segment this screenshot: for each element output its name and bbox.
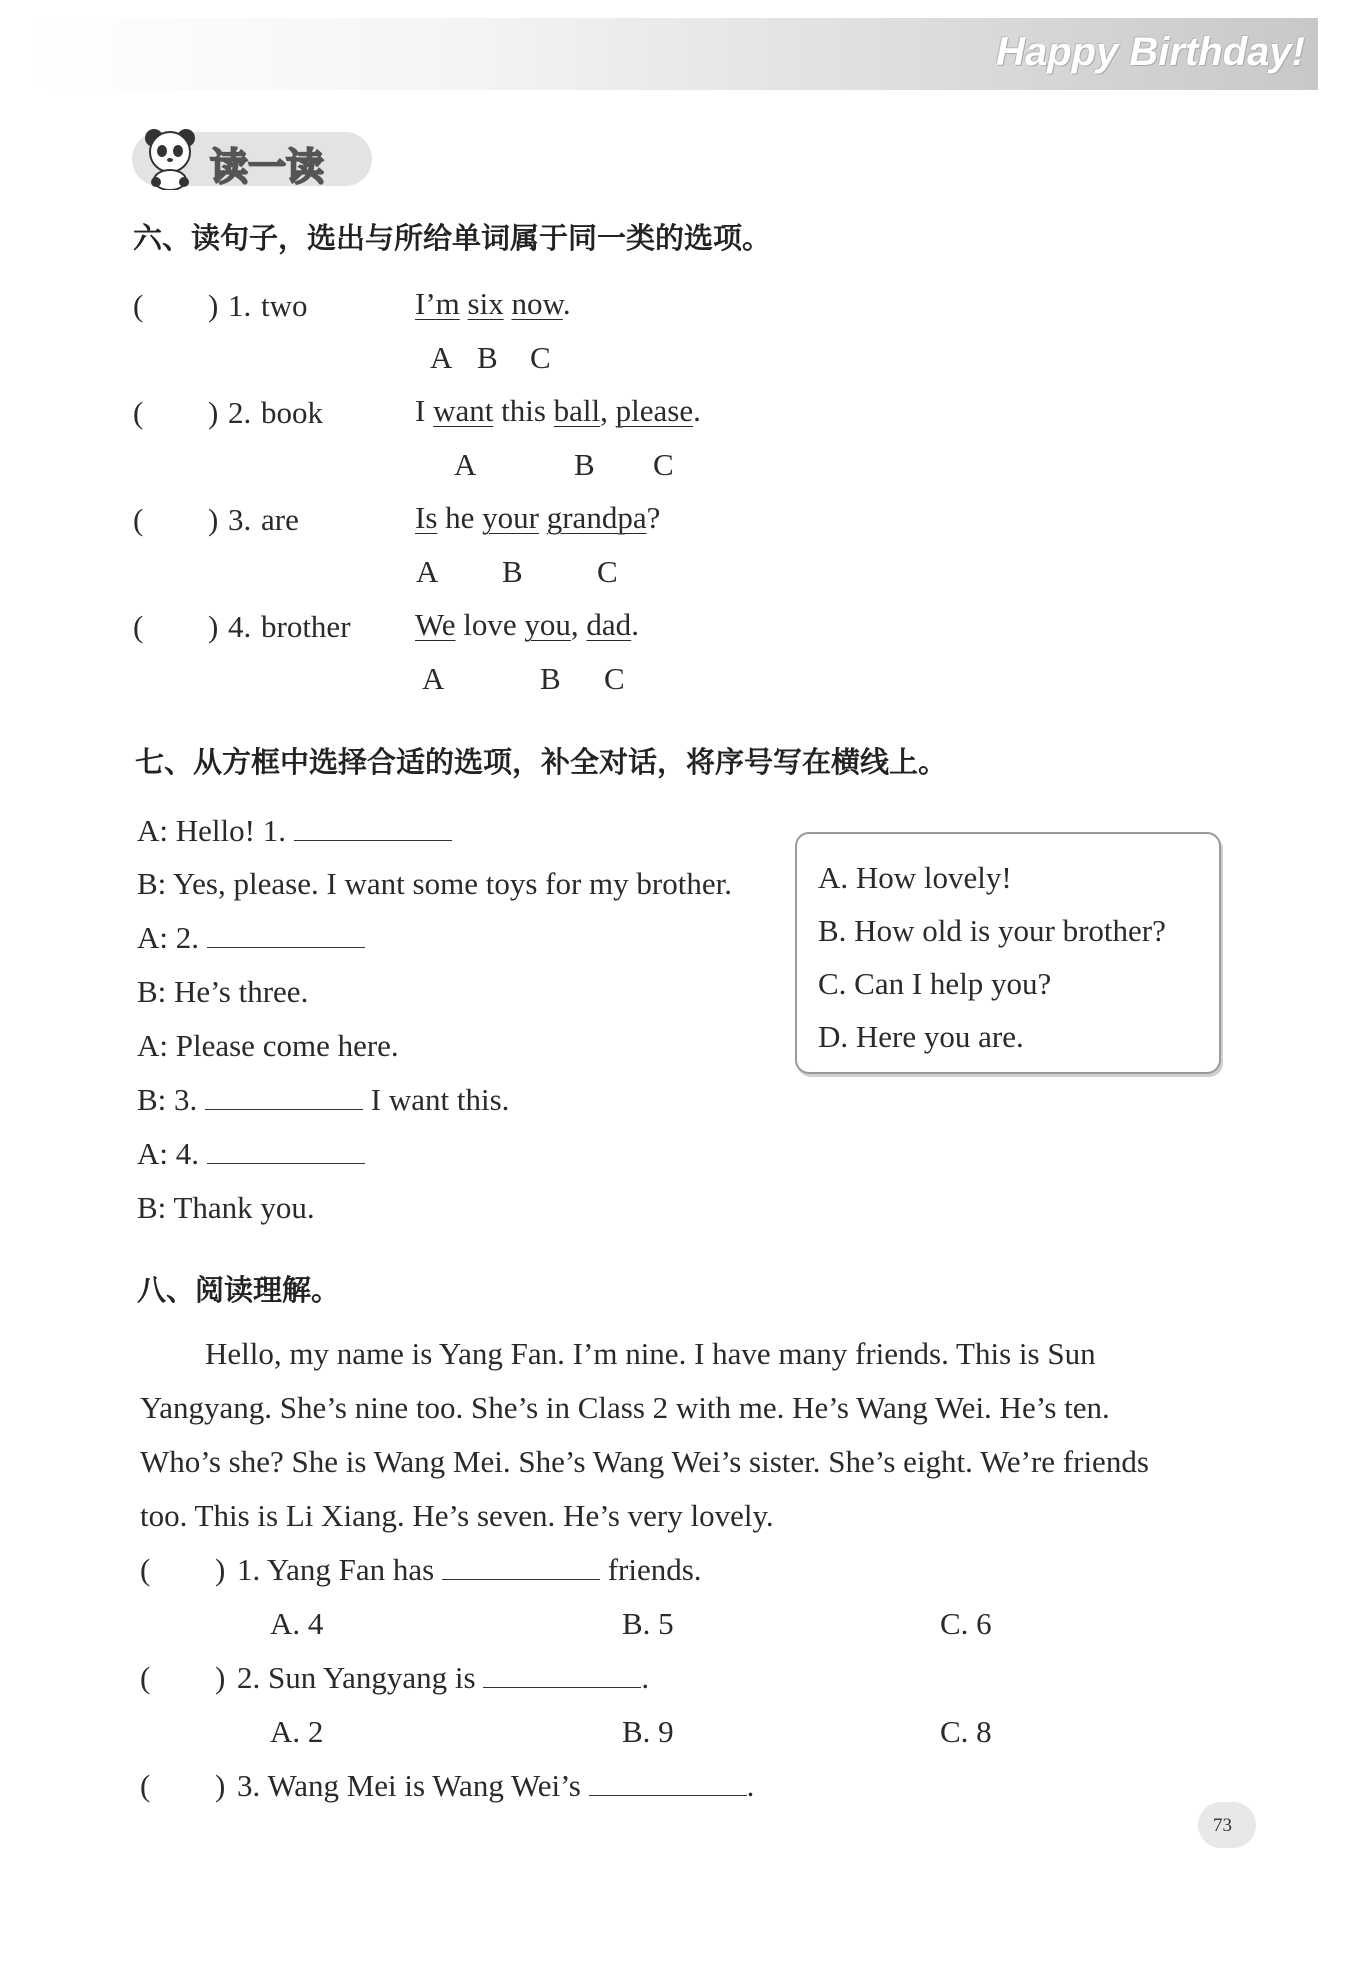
choice-label-b: B bbox=[540, 661, 561, 696]
answer-paren-close: ) bbox=[215, 1660, 226, 1695]
answer-paren-close: ) bbox=[215, 1552, 226, 1587]
dialogue-line: A: 4. bbox=[137, 1136, 365, 1172]
item-number: 4. bbox=[228, 609, 252, 644]
underlined-word-a: We bbox=[415, 607, 456, 642]
choice-label-c: C bbox=[597, 554, 618, 589]
answer-paren-open[interactable]: ( bbox=[133, 395, 144, 430]
dialogue-line: A: Hello! 1. bbox=[137, 813, 452, 849]
underlined-word-c: grandpa bbox=[546, 500, 647, 535]
header-title: Happy Birthday! bbox=[996, 30, 1305, 74]
underlined-word-c: dad bbox=[586, 607, 632, 642]
option-item: A. How lovely! bbox=[818, 860, 1012, 895]
option-item: B. How old is your brother? bbox=[818, 913, 1166, 948]
item-word: brother bbox=[261, 609, 351, 644]
option-item: D. Here you are. bbox=[818, 1019, 1024, 1054]
underlined-word-c: now bbox=[511, 286, 563, 321]
item-word: book bbox=[261, 395, 323, 430]
underlined-word-b: you bbox=[524, 607, 571, 642]
choice-a: A. 4 bbox=[270, 1606, 324, 1641]
underlined-word-c: please bbox=[615, 393, 694, 428]
answer-paren-open[interactable]: ( bbox=[140, 1660, 151, 1695]
passage-line: Yangyang. She’s nine too. She’s in Class 2 with me. He’s Wang Wei. He’s ten. bbox=[140, 1390, 1110, 1425]
passage-line: too. This is Li Xiang. He’s seven. He’s very lovely. bbox=[140, 1498, 774, 1533]
underlined-word-a: want bbox=[433, 393, 494, 428]
choice-label-a: A bbox=[416, 554, 439, 589]
question-text: 3. Wang Mei is Wang Wei’s . bbox=[237, 1768, 755, 1803]
item-sentence: Is he your grandpa? bbox=[415, 500, 661, 535]
passage-line: Hello, my name is Yang Fan. I’m nine. I have many friends. This is Sun bbox=[205, 1336, 1096, 1371]
dialogue-line: A: Please come here. bbox=[137, 1028, 399, 1063]
underlined-word-b: ball bbox=[553, 393, 601, 428]
dialogue-line: B: 3. I want this. bbox=[137, 1082, 510, 1117]
answer-blank[interactable] bbox=[442, 1578, 600, 1580]
choice-label-b: B bbox=[477, 340, 498, 375]
panda-icon bbox=[138, 124, 202, 190]
answer-blank[interactable] bbox=[589, 1794, 747, 1796]
choice-label-c: C bbox=[530, 340, 551, 375]
item-sentence: I’m six now. bbox=[415, 286, 571, 321]
answer-paren-close: ) bbox=[208, 395, 219, 430]
choice-label-c: C bbox=[653, 447, 674, 482]
dialogue-line: B: Thank you. bbox=[137, 1190, 315, 1225]
answer-paren-open[interactable]: ( bbox=[140, 1768, 151, 1803]
underlined-word-b: your bbox=[482, 500, 539, 535]
item-sentence: I want this ball, please. bbox=[415, 393, 701, 428]
question-text: 2. Sun Yangyang is . bbox=[237, 1660, 650, 1695]
answer-blank[interactable] bbox=[207, 946, 365, 948]
answer-blank[interactable] bbox=[207, 1162, 365, 1164]
answer-paren-close: ) bbox=[208, 502, 219, 537]
dialogue-line: B: Yes, please. I want some toys for my brother. bbox=[137, 866, 732, 901]
answer-blank[interactable] bbox=[294, 839, 452, 841]
item-sentence: We love you, dad. bbox=[415, 607, 639, 642]
page-number: 73 bbox=[1213, 1815, 1232, 1836]
answer-paren-open[interactable]: ( bbox=[140, 1552, 151, 1587]
passage-line: Who’s she? She is Wang Mei. She’s Wang Wei’s sister. She’s eight. We’re friends bbox=[140, 1444, 1149, 1479]
badge-title: 读一读 bbox=[210, 145, 325, 189]
choice-label-c: C bbox=[604, 661, 625, 696]
choice-label-b: B bbox=[574, 447, 595, 482]
question-text: 1. Yang Fan has friends. bbox=[237, 1552, 702, 1587]
answer-blank[interactable] bbox=[483, 1686, 641, 1688]
answer-paren-close: ) bbox=[208, 609, 219, 644]
choice-a: A. 2 bbox=[270, 1714, 324, 1749]
choice-c: C. 6 bbox=[940, 1606, 992, 1641]
choice-b: B. 9 bbox=[622, 1714, 674, 1749]
answer-paren-close: ) bbox=[208, 288, 219, 323]
choice-label-a: A bbox=[454, 447, 477, 482]
answer-paren-open[interactable]: ( bbox=[133, 609, 144, 644]
choice-label-a: A bbox=[430, 340, 453, 375]
choice-label-a: A bbox=[422, 661, 445, 696]
section8-heading: 八、阅读理解。 bbox=[137, 1273, 341, 1307]
section6-heading: 六、读句子，选出与所给单词属于同一类的选项。 bbox=[133, 221, 772, 255]
answer-blank[interactable] bbox=[205, 1108, 363, 1110]
item-word: are bbox=[261, 502, 299, 537]
dialogue-line: A: 2. bbox=[137, 920, 365, 956]
dialogue-line: B: He’s three. bbox=[137, 974, 309, 1009]
underlined-word-a: Is bbox=[415, 500, 438, 535]
item-number: 1. bbox=[228, 288, 252, 323]
answer-paren-open[interactable]: ( bbox=[133, 288, 144, 323]
choice-b: B. 5 bbox=[622, 1606, 674, 1641]
answer-paren-open[interactable]: ( bbox=[133, 502, 144, 537]
section7-heading: 七、从方框中选择合适的选项，补全对话，将序号写在横线上。 bbox=[135, 745, 948, 779]
item-word: two bbox=[261, 288, 308, 323]
answer-paren-close: ) bbox=[215, 1768, 226, 1803]
choice-label-b: B bbox=[502, 554, 523, 589]
underlined-word-b: six bbox=[467, 286, 504, 321]
option-item: C. Can I help you? bbox=[818, 966, 1052, 1001]
item-number: 2. bbox=[228, 395, 252, 430]
choice-c: C. 8 bbox=[940, 1714, 992, 1749]
underlined-word-a: I’m bbox=[415, 286, 460, 321]
item-number: 3. bbox=[228, 502, 252, 537]
